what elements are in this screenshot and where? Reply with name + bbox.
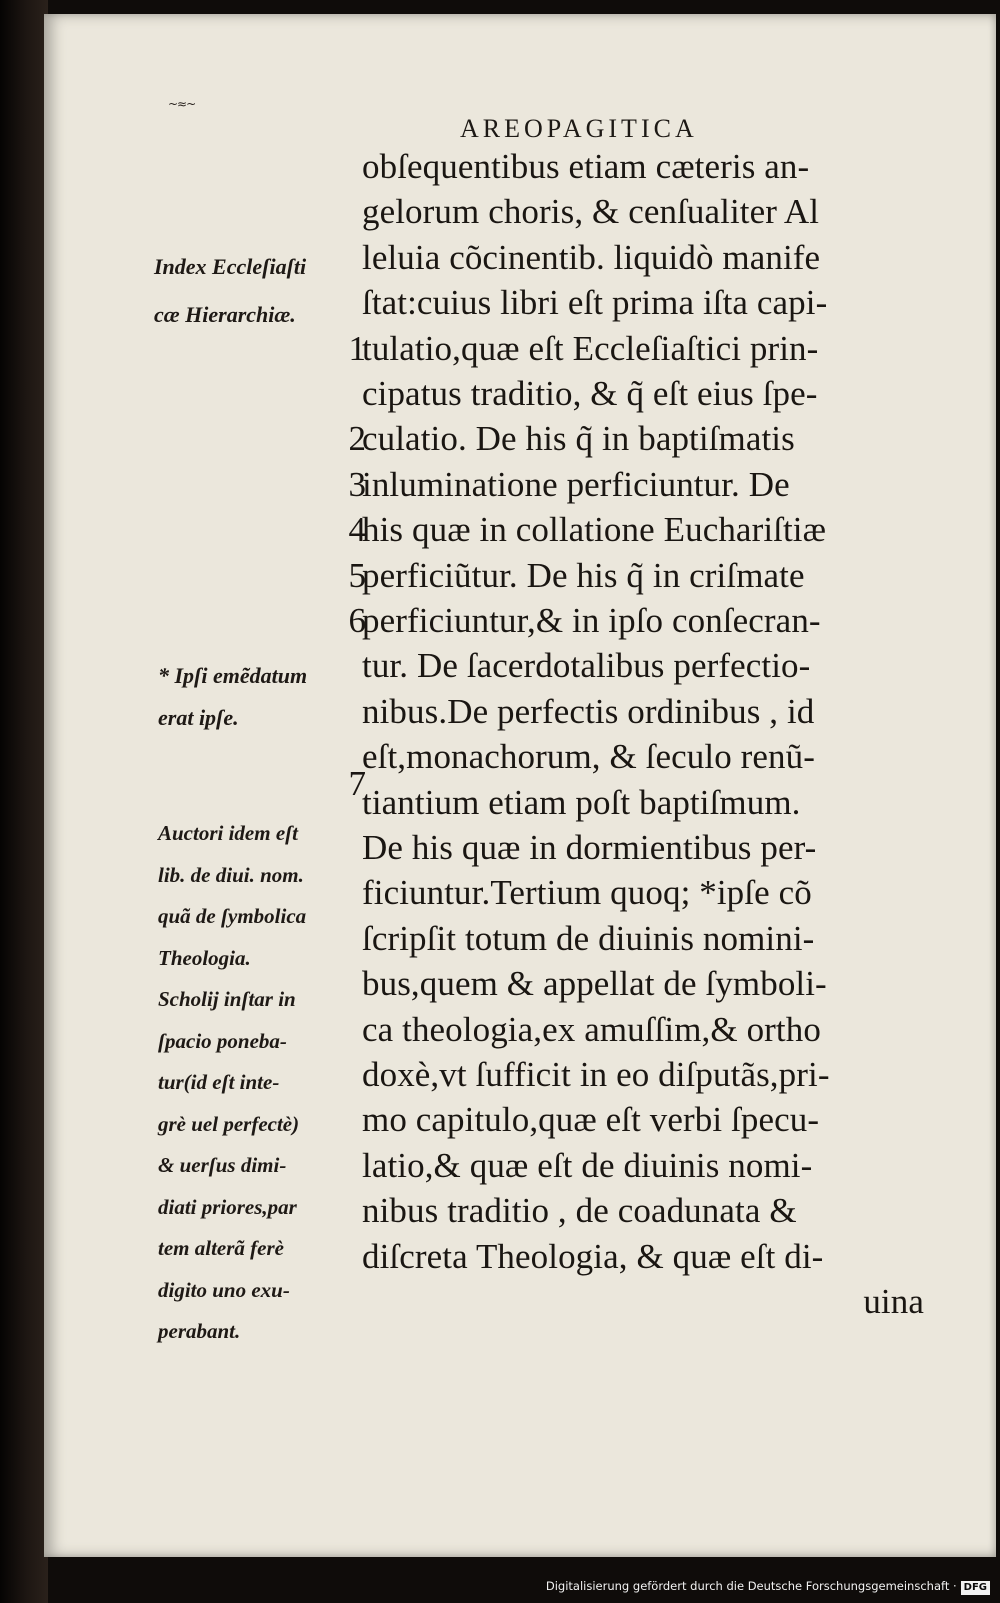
digitization-footer (546, 1577, 990, 1595)
text-line: obſequentibus etiam cæteris an- (362, 147, 810, 186)
text-line: bus,quem & appellat de ſymboli- (362, 964, 827, 1004)
text-line: gelorum choris, & cenſualiter Al (362, 192, 820, 232)
chapter-number: 5 (348, 555, 366, 595)
text-line: ſtat:cuius libri eſt prima iſta capi- (362, 283, 828, 323)
text-line: perficiũtur. De his q̃ in criſmate (362, 555, 805, 595)
margin-note-line: & uerſus dimi- (158, 1153, 287, 1177)
margin-note-line: Index Eccleſiaſti (154, 254, 307, 279)
text-line: culatio. De his q̃ in baptiſmatis (362, 419, 795, 459)
margin-note-line: Theologia. (158, 945, 251, 970)
dfg-logo: DFG (961, 1581, 990, 1595)
chapter-number: 7 (348, 764, 366, 804)
chapter-number: 6 (348, 601, 366, 640)
margin-note-index (154, 243, 306, 339)
text-line: cipatus traditio, & q̃ eſt eius ſpe- (362, 374, 818, 413)
text-line: latio,& quæ eſt de diuinis nomi- (362, 1145, 813, 1185)
margin-note-line: ſpacio poneba- (158, 1028, 287, 1053)
text-line: tur. De ſacerdotalibus perfectio- (362, 646, 811, 686)
margin-note-line: quã de ſymbolica (158, 904, 307, 928)
text-line: tulatio,quæ eſt Eccleſiaſtici prin- (362, 328, 819, 368)
margin-note-emendation (158, 655, 307, 739)
text-line: doxè,vt ſufficit in eo diſputãs,pri- (362, 1055, 830, 1094)
text-line: inluminatione perficiuntur. De (362, 464, 790, 504)
chapter-number: 3 (348, 464, 366, 504)
margin-note-line: cæ Hierarchiæ. (154, 302, 296, 327)
text-line: nibus.De perfectis ordinibus , id (362, 691, 815, 731)
margin-note-line: grè uel perfectè) (158, 1111, 300, 1136)
margin-note-line: digito uno exu- (158, 1277, 290, 1302)
margin-note-line: tur(id eſt inte- (158, 1070, 280, 1094)
margin-note-line: erat ipſe. (158, 705, 239, 730)
text-line: leluia cõcinentib. liquidò manife (362, 237, 821, 277)
text-line: ca theologia,ex amuſſim,& ortho (362, 1009, 821, 1049)
text-line: tiantium etiam poſt baptiſmum. (362, 782, 801, 822)
catchword: uina (863, 1282, 924, 1321)
text-line: eſt,monachorum, & ſeculo renũ- (362, 737, 815, 777)
text-line: De his quæ in dormientibus per- (362, 828, 817, 867)
text-line: ſcripſit totum de diuinis nomini- (362, 918, 815, 958)
margin-note-line: Scholij inſtar in (158, 987, 296, 1011)
margin-note-line: perabant. (158, 1319, 241, 1343)
text-line: nibus traditio , de coadunata & (362, 1191, 797, 1231)
text-line: ficiuntur.Tertium quoq; *ipſe cõ (362, 873, 812, 913)
text-line: diſcreta Theologia, & quæ eſt di- (362, 1236, 824, 1276)
running-head: AREOPAGITICA (460, 114, 698, 143)
margin-note-line: diati priores,par (158, 1194, 297, 1219)
text-line: his quæ in collatione Euchariſtiæ (362, 510, 827, 550)
margin-note-line: lib. de diui. nom. (158, 862, 304, 887)
text-line: perficiuntur,& in ipſo conſecran- (362, 601, 821, 640)
chapter-number: 4 (348, 510, 366, 550)
margin-note-line: * Ipſi emẽdatum (158, 663, 308, 688)
chapter-number: 1 (348, 328, 366, 368)
ornament-mark: ~≈~ (168, 97, 196, 111)
text-line: mo capitulo,quæ eſt verbi ſpecu- (362, 1100, 820, 1140)
margin-note-line: Auctori idem eſt (158, 821, 298, 845)
margin-note-scholium (158, 813, 306, 1353)
chapter-number: 2 (348, 419, 366, 459)
footer-text: Digitalisierung gefördert durch die Deutsche Forschungsgemeinschaft · (545, 1579, 957, 1593)
margin-note-line: tem alterã ferè (158, 1236, 284, 1260)
